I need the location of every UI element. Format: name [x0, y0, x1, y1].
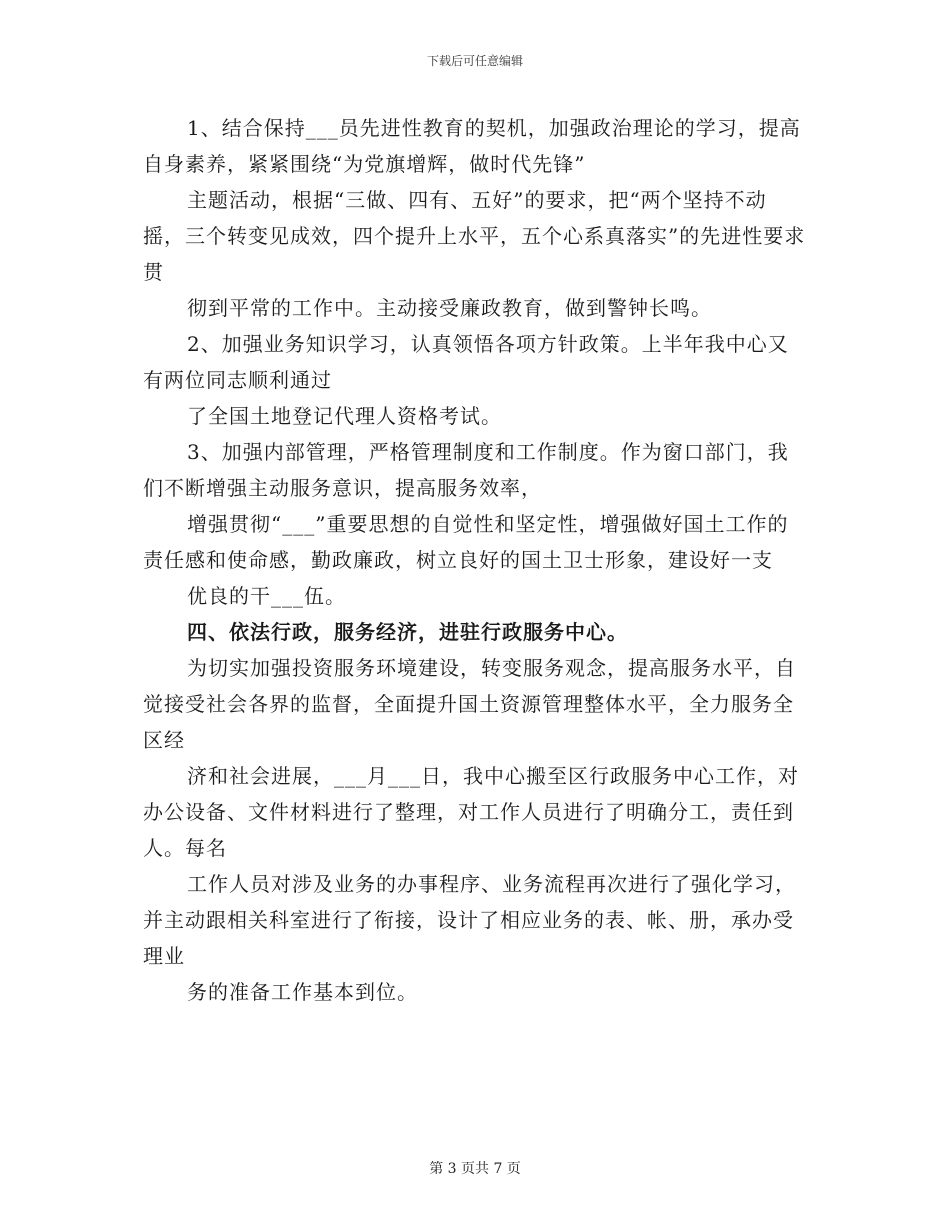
- document-body: [143, 110, 808, 1010]
- paragraph-10: 济和社会进展，___月___日，我中心搬至区行政服务中心工作，对办公设备、文件材料进行了整理，对工作人员进行了明确分工，责任到人。每名: [143, 764, 799, 860]
- paragraph-8: 优良的干___伍。: [187, 584, 346, 608]
- page-footer: 第 3 页共 7 页: [429, 1161, 521, 1177]
- paragraph-12: 务的准备工作基本到位。: [187, 980, 418, 1004]
- paragraph-11: 工作人员对涉及业务的办事程序、业务流程再次进行了强化学习，并主动跟相关科室进行了衔接，设计了相应业务的表、帐、册，承办受理业: [143, 872, 796, 968]
- section-heading: 四、依法行政，服务经济，进驻行政服务中心。: [187, 620, 628, 644]
- paragraph-3: 彻到平常的工作中。主动接受廉政教育，做到警钟长鸣。: [187, 296, 712, 320]
- paragraph-5: 了全国土地登记代理人资格考试。: [187, 404, 502, 428]
- paragraph-9: 为切实加强投资服务环境建设，转变服务观念，提高服务水平，自觉接受社会各界的监督，全面提升国土资源管理整体水平，全力服务全区经: [143, 656, 796, 752]
- paragraph-1: 1、结合保持___员先进性教育的契机，加强政治理论的学习，提高自身素养，紧紧围绕“为党旗增辉，做时代先锋”: [143, 116, 801, 176]
- paragraph-7: 增强贯彻“___”重要思想的自觉性和坚定性，增强做好国土工作的责任感和使命感，勤政廉政，树立良好的国土卫士形象，建设好一支: [143, 512, 789, 572]
- paragraph-4: 2、加强业务知识学习，认真领悟各项方针政策。上半年我中心又有两位同志顺利通过: [143, 332, 789, 392]
- paragraph-2: 主题活动，根据“三做、四有、五好”的要求，把“两个坚持不动摇，三个转变见成效，四个提升上水平，五个心系真落实”的先进性要求贯: [143, 188, 806, 284]
- page-header: 下载后可任意编辑: [426, 54, 523, 68]
- paragraph-6: 3、加强内部管理，严格管理制度和工作制度。作为窗口部门，我们不断增强主动服务意识，提高服务效率，: [143, 440, 789, 500]
